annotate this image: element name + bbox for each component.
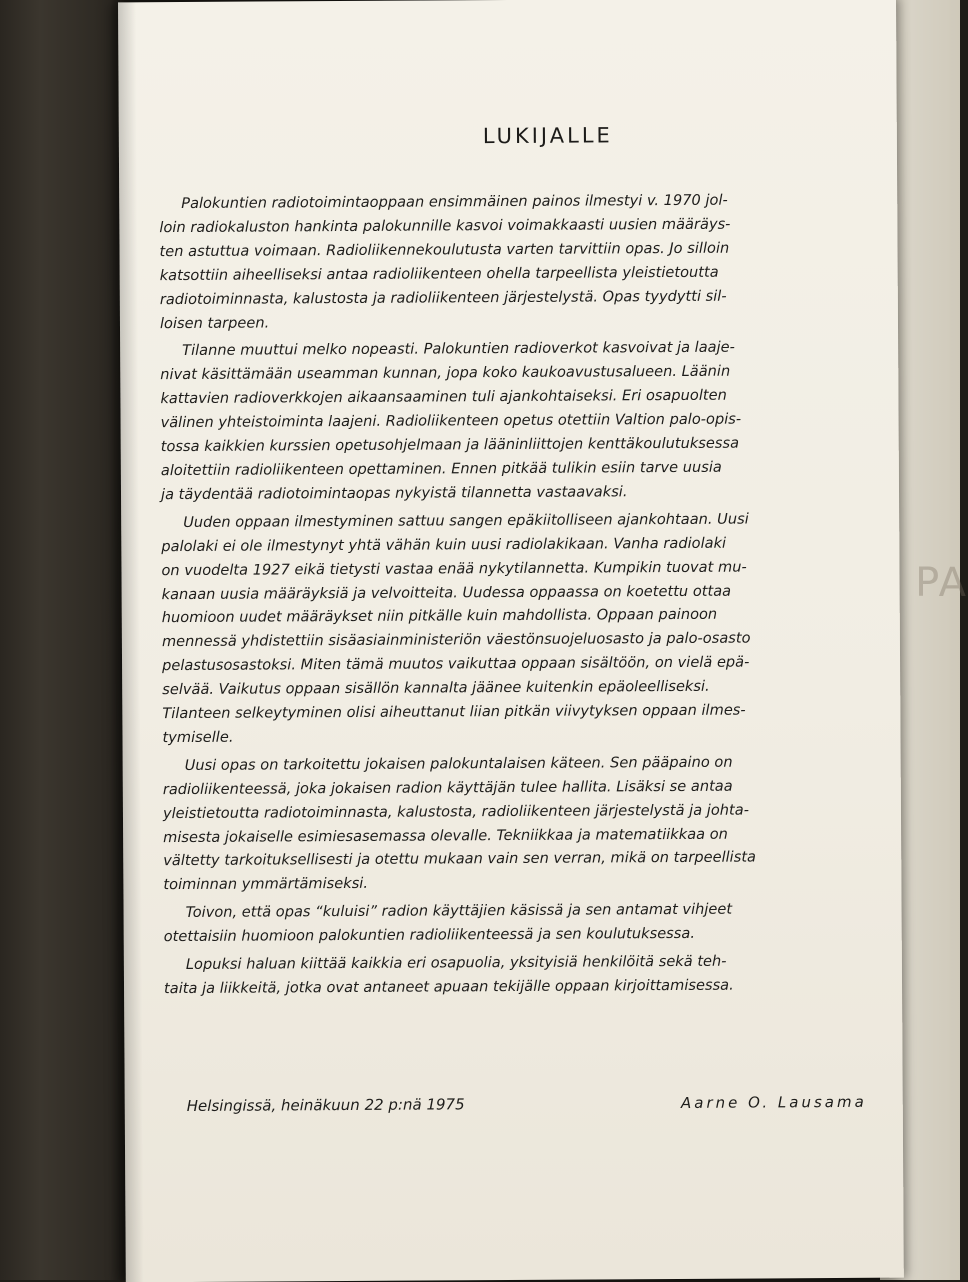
text-line: Palokuntien radiotoimintaoppaan ensimmäinen painos ilmestyi v. 1970 jol- bbox=[181, 191, 728, 212]
text-line: misesta jokaiselle esimiesasemassa olevalle. Tekniikkaa ja matematiikkaa on bbox=[163, 825, 728, 846]
underlying-page-text: PA bbox=[915, 560, 968, 606]
text-line: on vuodelta 1927 eikä tietysti vastaa enää nykytilannetta. Kumpikin tuovat mu- bbox=[161, 558, 747, 579]
text-line: toiminnan ymmärtämiseksi. bbox=[163, 875, 369, 894]
text-line: katsottiin aiheelliseksi antaa radioliikenteen ohella tarpeellista yleistietoutta bbox=[159, 263, 719, 284]
paragraph bbox=[161, 507, 862, 750]
text-line: nivat käsittämään useamman kunnan, jopa koko kaukoavustusalueen. Läänin bbox=[160, 362, 731, 384]
paragraph bbox=[163, 897, 863, 949]
text-line: palolaki ei ole ilmestynyt yhtä vähän kuin uusi radiolakikaan. Vanha radiolaki bbox=[161, 534, 727, 555]
text-line: kattavien radioverkkojen aikaansaaminen tuli ajankohtaiseksi. Eri osapuolten bbox=[160, 386, 727, 408]
text-line: ja täydentää radiotoimintaopas nykyistä tilannetta vastaavaksi. bbox=[160, 483, 628, 503]
book-page bbox=[118, 0, 904, 1282]
text-line: huomioon uudet määräykset niin pitkälle kuin mahdollista. Oppaan painoon bbox=[161, 606, 718, 627]
signature-row bbox=[186, 1092, 867, 1115]
text-line: kanaan uusia määräyksiä ja velvoitteita. Uudessa oppaassa on koetettu ottaa bbox=[161, 582, 732, 603]
author-name: Aarne O. Lausama bbox=[680, 1092, 867, 1112]
text-line: Uusi opas on tarkoitettu jokaisen palokuntalaisen käteen. Sen pääpaino on bbox=[184, 753, 733, 774]
place-and-date: Helsingissä, heinäkuun 22 p:nä 1975 bbox=[186, 1095, 465, 1115]
text-line: Tilanne muuttui melko nopeasti. Palokuntien radioverkot kasvoivat ja laaje- bbox=[182, 339, 735, 360]
text-line: otettaisiin huomioon palokuntien radioliikenteessä ja sen koulutuksessa. bbox=[163, 925, 695, 946]
paragraph bbox=[160, 335, 861, 507]
text-line: Tilanteen selkeytyminen olisi aiheuttanut liian pitkän viivytyksen oppaan ilmes- bbox=[162, 701, 746, 723]
text-line: loisen tarpeen. bbox=[159, 313, 270, 332]
text-line: Lopuksi haluan kiittää kaikkia eri osapuolia, yksityisiä henkilöitä sekä teh- bbox=[185, 952, 727, 974]
paragraph bbox=[159, 188, 860, 336]
text-line: aloitettiin radioliikenteen opettaminen. Ennen pitkää tulikin esiin tarve uusia bbox=[160, 458, 722, 480]
text-line: radioliikenteessä, joka jokaisen radion käyttäjän tulee hallita. Lisäksi se antaa bbox=[162, 777, 733, 798]
page-title: LUKIJALLE bbox=[482, 123, 613, 149]
text-line: vältetty tarkoituksellisesti ja otettu mukaan vain sen verran, mikä on tarpeellista bbox=[163, 848, 757, 870]
paragraph bbox=[163, 750, 864, 898]
text-line: loin radiokaluston hankinta palokunnille kasvoi voimakkaasti uusien määräys- bbox=[159, 215, 731, 237]
paragraph bbox=[164, 949, 864, 1001]
text-line: Toivon, että opas “kuluisi” radion käyttäjien käsissä ja sen antamat vihjeet bbox=[185, 900, 733, 922]
preface-body bbox=[159, 188, 864, 1005]
text-line: tossa kaikkien kurssien opetusohjelmaan ja lääninliittojen kenttäkoulutuksessa bbox=[160, 434, 740, 456]
text-line: selvää. Vaikutus oppaan sisällön kannalta jäänee kuitenkin epäoleelliseksi. bbox=[162, 677, 710, 699]
text-line: yleistietoutta radiotoiminnasta, kalustosta, radioliikenteen järjestelystä ja johta- bbox=[162, 801, 750, 822]
text-line: Uuden oppaan ilmestyminen sattuu sangen epäkiitolliseen ajankohtaan. Uusi bbox=[183, 510, 749, 531]
text-line: välinen yhteistoiminta laajeni. Radioliikenteen opetus otettiin Valtion palo-opis- bbox=[160, 410, 742, 432]
text-line: tymiselle. bbox=[162, 728, 234, 747]
text-line: ten astuttua voimaan. Radioliikennekoulutusta varten tarvittiin opas. Jo silloin bbox=[159, 239, 730, 260]
text-line: pelastusosastoksi. Miten tämä muutos vaikuttaa oppaan sisältöön, on vielä epä- bbox=[162, 653, 750, 675]
text-line: radiotoiminnasta, kalustosta ja radioliikenteen järjestelystä. Opas tyydytti sil- bbox=[159, 287, 727, 308]
text-line: mennessä yhdistettiin sisäasiainministeriön väestönsuojeluosasto ja palo-osasto bbox=[161, 629, 751, 651]
text-line: taita ja liikkeitä, jotka ovat antaneet apuaan tekijälle oppaan kirjoittamisessa. bbox=[163, 976, 734, 998]
